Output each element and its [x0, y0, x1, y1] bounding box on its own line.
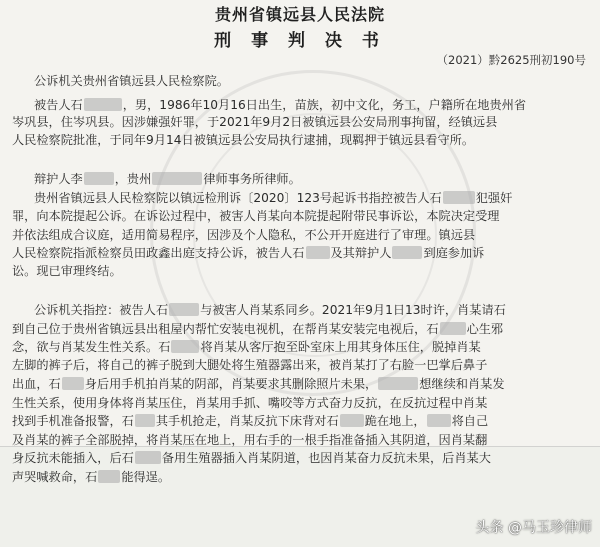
line-text: 声哭喊救命，石 [12, 470, 98, 484]
body-line [12, 451, 491, 466]
redaction-blur [340, 414, 364, 427]
redaction-blur [62, 377, 84, 390]
line-text: 跪在地上， [364, 414, 426, 428]
redaction-blur [135, 414, 155, 427]
author-watermark: 头条 @马玉珍律师 [475, 520, 592, 536]
line-text: 与被害人肖某系同乡。2021年9月1日13时许，肖某请石 [200, 303, 506, 317]
line-text: 备用生殖器插入肖某阴道，也因肖某奋力反抗未果，后肖某大 [161, 451, 491, 465]
line-text: 并依法组成合议庭，适用简易程序，因涉及个人隐私，不公开开庭进行了审理。镇远县 [12, 228, 476, 242]
redaction-blur [306, 246, 330, 259]
redaction-blur [427, 414, 451, 427]
line-text: 左脚的裤子后，将自己的裤子脱到大腿处将生殖器露出来，被肖某打了右脸一巴掌后鼻子 [12, 358, 488, 372]
redaction-blur [152, 172, 202, 185]
line-text: 身后用手机拍肖某的阴部，肖某要求其删除照片未果， [84, 377, 378, 391]
line-text: 公诉机关指控：被告人石 [34, 303, 169, 317]
line-text: 人民检察院批准，于同年9月14日被镇远县公安局执行逮捕，现羁押于镇远县看守所。 [12, 133, 475, 147]
redaction-blur [392, 246, 422, 259]
redaction-blur [98, 470, 120, 483]
line-text: 想继续和肖某发 [419, 377, 505, 391]
body-line [12, 433, 487, 448]
body-line [34, 74, 229, 89]
line-text: 出血，石 [12, 377, 61, 391]
redaction-blur [440, 322, 466, 335]
redaction-blur [378, 377, 418, 390]
body-line [12, 322, 503, 337]
line-text: 将肖某从客厅抱至卧室床上用其身体压住，脱掉肖某 [200, 340, 481, 354]
line-text: ，贵州 [114, 172, 152, 186]
body-line [12, 133, 474, 148]
line-text: 其手机抢走，肖某反抗下床背对石 [155, 414, 339, 428]
line-text: 被告人石 [34, 98, 83, 112]
line-text: 辩护人李 [34, 172, 83, 186]
body-line [34, 303, 506, 318]
line-text: 到庭参加诉 [423, 246, 485, 260]
body-line [12, 228, 475, 243]
line-text: 及肖某的裤子全部脱掉，将肖某压在地上，用右手的一根手指准备插入其阴道，因肖某翻 [12, 433, 488, 447]
body-line [12, 115, 497, 130]
redaction-blur [84, 172, 114, 185]
line-text: 岑巩县，住岑巩县。因涉嫌强奸罪，于2021年9月2日被镇远县公安局刑事拘留，经镇远县 [12, 115, 498, 129]
line-text: 心生邪 [466, 322, 504, 336]
line-text: 念，欲与肖某发生性关系。石 [12, 340, 171, 354]
court-name: 贵州省镇远县人民法院 [214, 5, 385, 24]
body-line [12, 396, 487, 411]
line-text: 身反抗未能插入，后石 [12, 451, 134, 465]
line-text: 贵州省镇远县人民检察院以镇远检刑诉〔2020〕123号起诉书指控被告人石 [34, 191, 442, 205]
body-line [12, 246, 484, 261]
body-line [12, 264, 122, 279]
redaction-blur [443, 191, 475, 204]
line-text: 律师事务所律师。 [203, 172, 301, 186]
body-line [34, 172, 301, 187]
redaction-blur [169, 303, 199, 316]
line-text: 公诉机关贵州省镇远县人民检察院。 [34, 74, 229, 88]
line-text: 罪，向本院提起公诉。在诉讼过程中，被害人肖某向本院提起附带民事诉讼，本院决定受理 [12, 209, 500, 223]
line-text: 及其辩护人 [330, 246, 392, 260]
line-text: ，男，1986年10月16日出生，苗族，初中文化，务工，户籍所在地贵州省 [122, 98, 527, 112]
body-line [12, 340, 481, 355]
case-number: （2021）黔2625刑初190号 [436, 53, 586, 67]
line-text: 生性关系，使用身体将肖某压住，肖某用手抓、嘴咬等方式奋力反抗，在反抗过程中肖某 [12, 396, 488, 410]
line-text: 找到手机准备报警，石 [12, 414, 134, 428]
body-line [12, 470, 170, 485]
line-text: 讼。现已审理终结。 [12, 264, 122, 278]
body-line [34, 98, 526, 113]
line-text: 犯强奸 [475, 191, 513, 205]
line-text: 将自己 [451, 414, 489, 428]
redaction-blur [171, 340, 199, 353]
body-line [34, 191, 512, 206]
body-line [12, 414, 488, 429]
line-text: 到自己位于贵州省镇远县出租屋内帮忙安装电视机，在帮肖某安装完电视后，石 [12, 322, 439, 336]
line-text: 能得逞。 [121, 470, 171, 484]
redaction-blur [84, 98, 122, 111]
body-line [12, 377, 505, 392]
body-line [12, 209, 500, 224]
document-type: 刑 事 判 决 书 [214, 31, 386, 51]
body-line [12, 358, 487, 373]
line-text: 人民检察院指派检察员田政鑫出庭支持公诉，被告人石 [12, 246, 305, 260]
redaction-blur [135, 451, 161, 464]
